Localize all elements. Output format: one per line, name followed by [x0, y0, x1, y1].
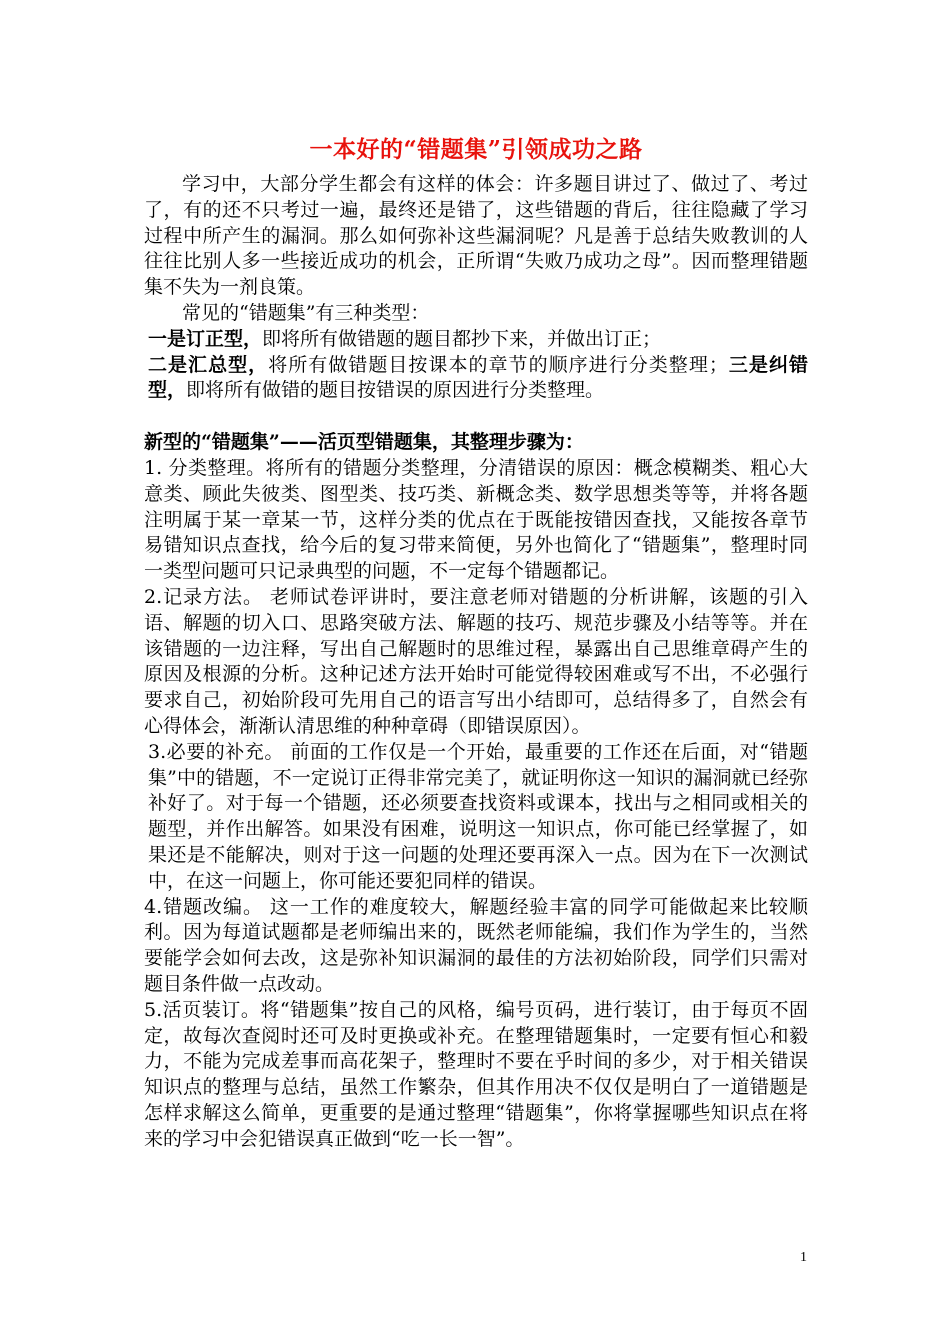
step-3-paragraph: 3.必要的补充。 前面的工作仅是一个开始，最重要的工作还在后面，对“错题集”中的错题，不一定说订正得非常完美了，就证明你这一知识的漏洞就已经弥补好了。对于每一个错题，还必须要查找资料或课本，找出与之相同或相关的题型，并作出解答。如果没有困难，说明这一知识点，你可能已经掌握了，如果还是不能解决，则对于这一问题的处理还要再深入一点。因为在下一次测试中，在这一问题上，你可能还要犯同样的错误。: [148, 740, 808, 892]
type-1-paragraph: [144, 327, 808, 353]
document-body: [144, 130, 808, 1152]
step-4-paragraph: 4.错题改编。 这一工作的难度较大，解题经验丰富的同学可能做起来比较顺利。因为每道试题都是老师编出来的，既然老师能编，我们作为学生的，当然要能学会如何去改，这是弥补知识漏洞的最佳的方法初始阶段，同学们只需对题目条件做一点改动。: [144, 895, 808, 995]
blank-line: [144, 404, 808, 430]
type-1-text: 即将所有做错题的题目都抄下来，并做出订正；: [262, 327, 662, 350]
document-title: 一本好的“错题集”引领成功之路: [309, 136, 643, 163]
type-2-3-paragraph: [144, 353, 808, 405]
step-5-paragraph: 5.活页装订。将“错题集”按自己的风格，编号页码，进行装订，由于每页不固定，故每次查阅时还可及时更换或补充。在整理错题集时，一定要有恒心和毅力，不能为完成差事而高花架子，整理时不要在乎时间的多少，对于相关错误知识点的整理与总结，虽然工作繁杂，但其作用决不仅仅是明白了一道错题是怎样求解这么简单，更重要的是通过整理“错题集”，你将掌握哪些知识点在将来的学习中会犯错误真正做到“吃一长一智”。: [144, 998, 808, 1150]
intro-paragraph: 学习中，大部分学生都会有这样的体会：许多题目讲过了、做过了、考过了，有的还不只考过一遍，最终还是错了，这些错题的背后，往往隐藏了学习过程中所产生的漏洞。那么如何弥补这些漏洞呢？凡是善于总结失败教训的人往往比别人多一些接近成功的机会，正所谓“失败乃成功之母”。因而整理错题集不失为一剂良策。: [144, 173, 808, 299]
step-1-paragraph: 1. 分类整理。将所有的错题分类整理，分清错误的原因：概念模糊类、粗心大意类、顾此失彼类、图型类、技巧类、新概念类、数学思想类等等，并将各题注明属于某一章某一节，这样分类的优点在于既能按错因查找，又能按各章节易错知识点查找，给今后的复习带来简便，另外也简化了“错题集”，整理时同一类型问题可只记录典型的问题，不一定每个错题都记。: [144, 456, 808, 583]
types-intro: 常见的“错题集”有三种类型：: [182, 301, 430, 324]
type-3-text: 即将所有做错的题目按错误的原因进行分类整理。: [186, 379, 605, 402]
page-number: 1: [800, 1250, 807, 1265]
type-1-label: 一是订正型，: [148, 327, 263, 350]
new-type-heading: 新型的“错题集”——活页型错题集，其整理步骤为：: [144, 431, 584, 454]
type-3-label: 三是纠错型，: [148, 353, 808, 402]
type-2-label: 二是汇总型，: [148, 353, 269, 376]
type-2-text: 将所有做错题目按课本的章节的顺序进行分类整理；: [268, 353, 728, 376]
step-2-paragraph: 2.记录方法。 老师试卷评讲时，要注意老师对错题的分析讲解，该题的引入语、解题的切入口、思路突破方法、解题的技巧、规范步骤及小结等等。并在该错题的一边注释，写出自己解题时的思维过程，暴露出自己思维章碍产生的原因及根源的分析。这种记述方法开始时可能觉得较困难或写不出，不必强行要求自己，初始阶段可先用自己的语言写出小结即可，总结得多了，自然会有心得体会，渐渐认清思维的种种章碍（即错误原因）。: [144, 585, 808, 737]
